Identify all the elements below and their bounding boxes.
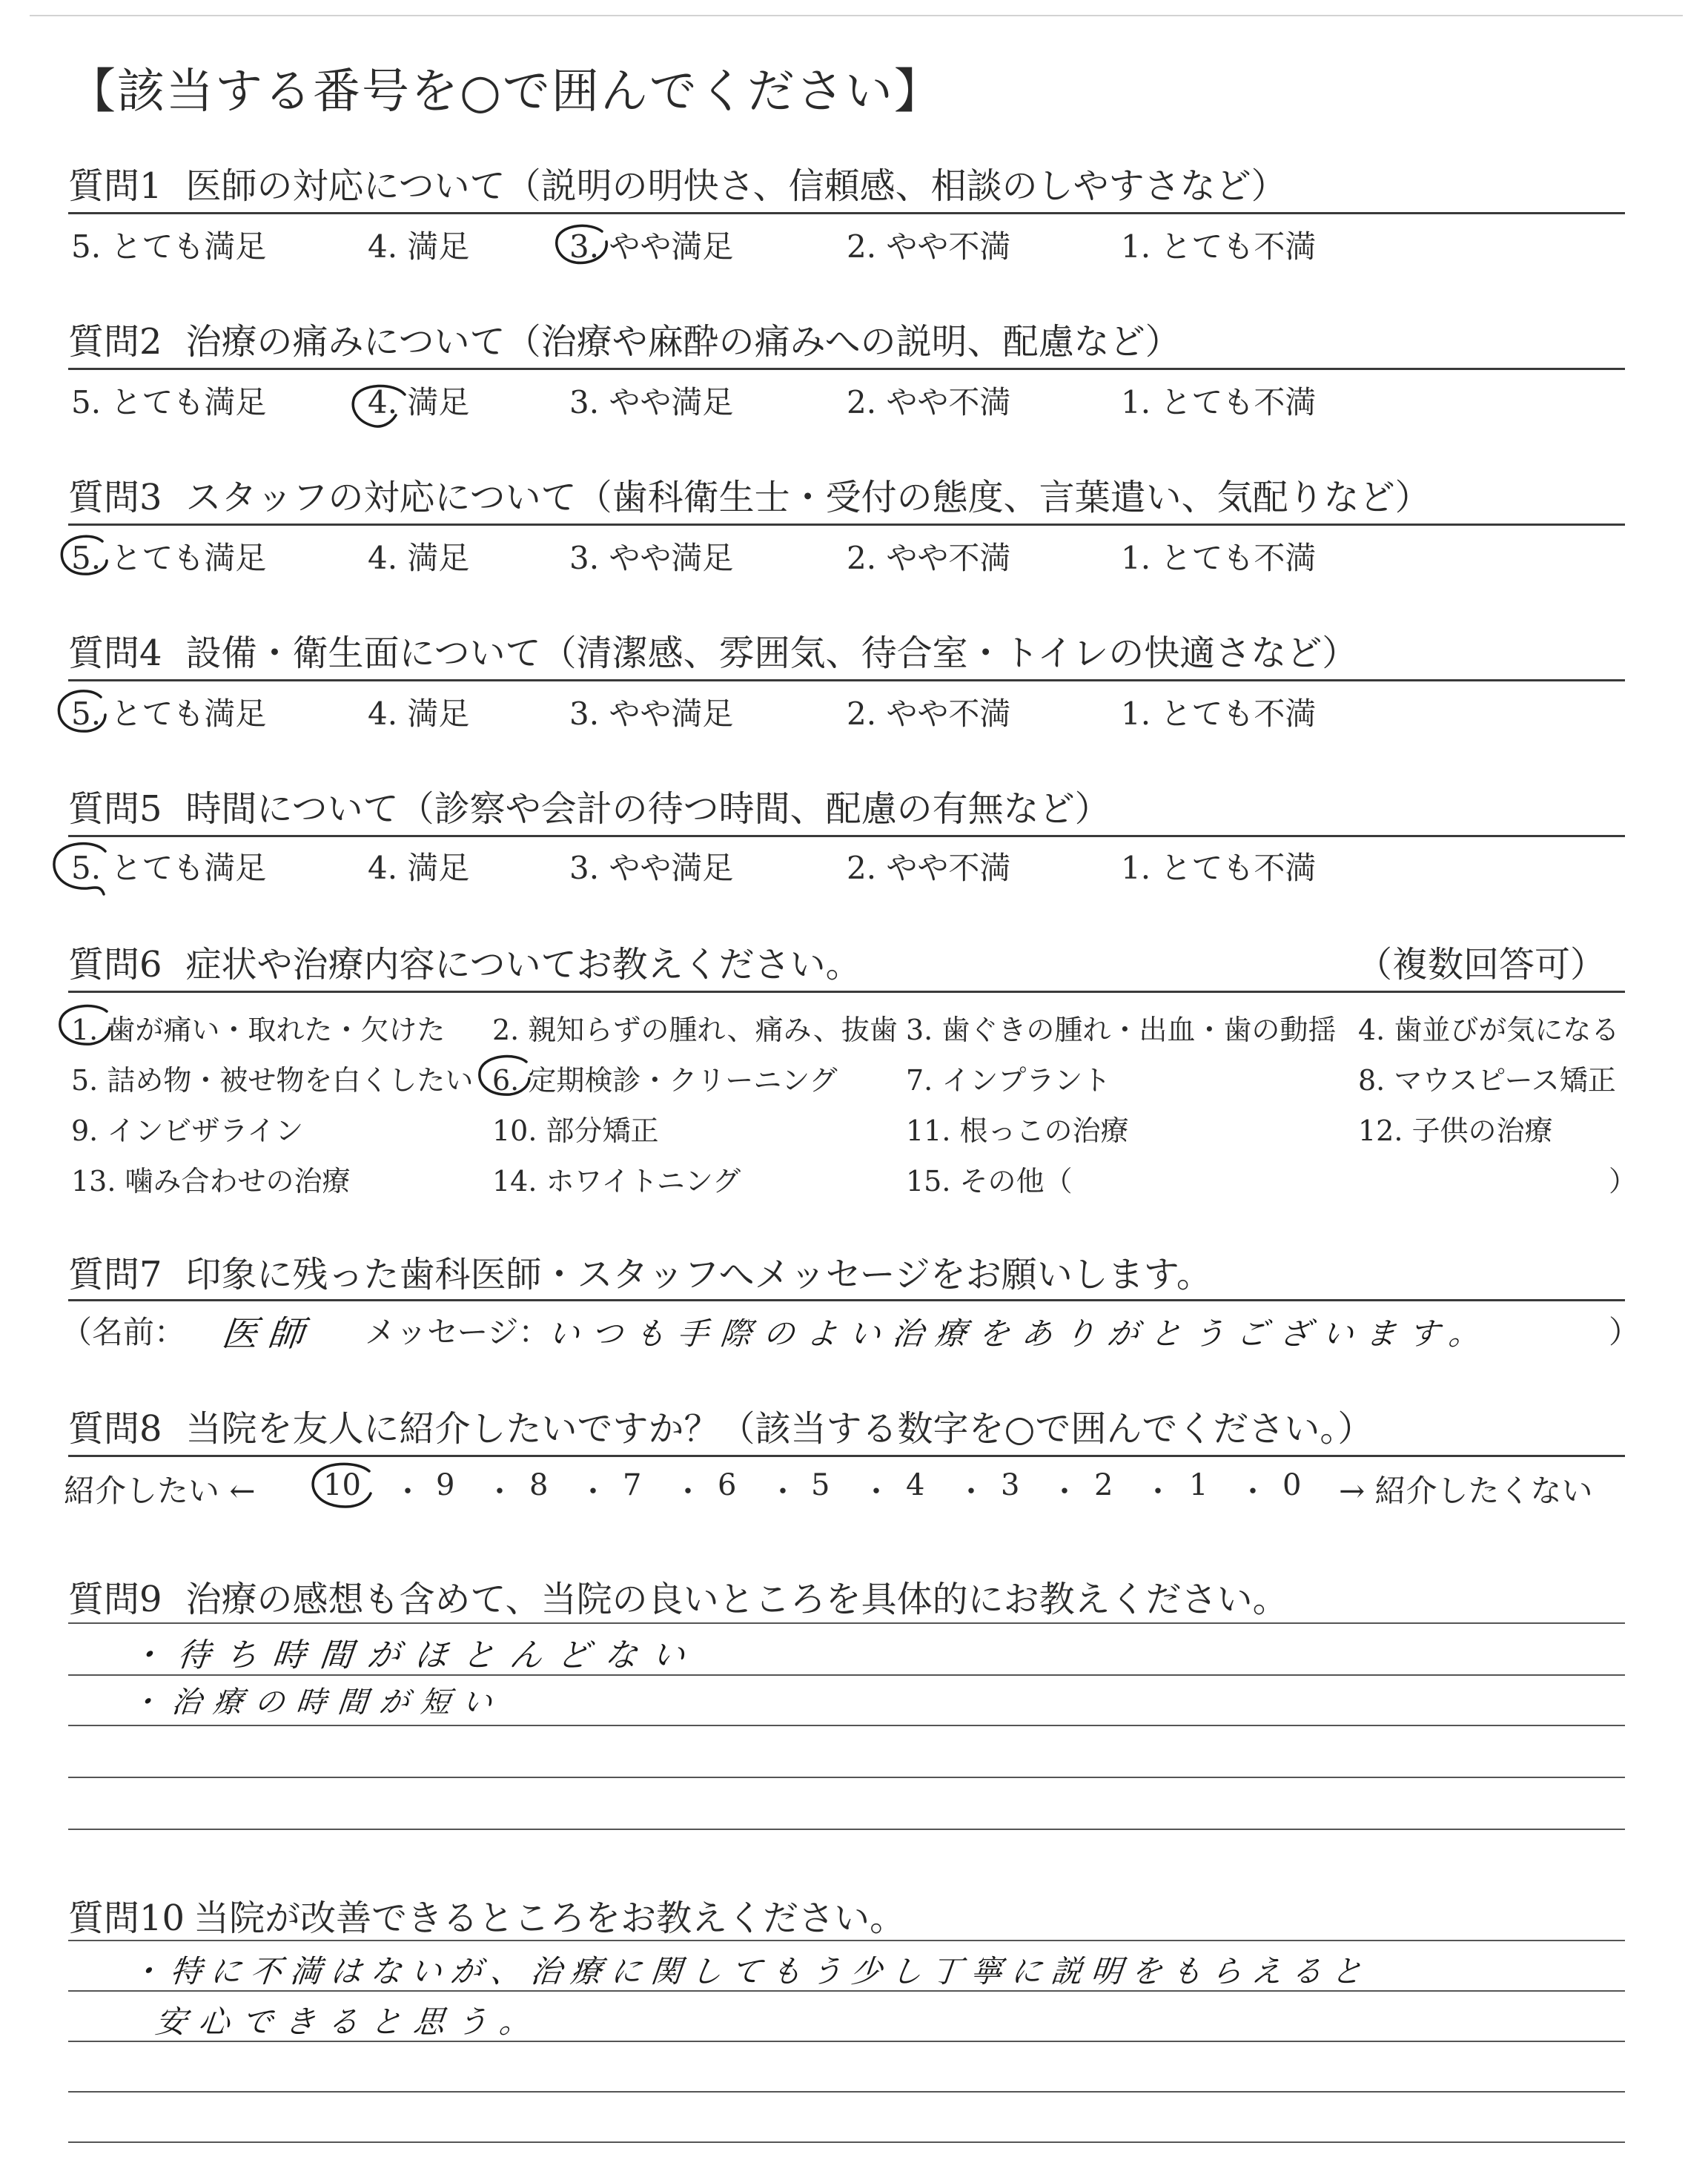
- selection-circle-icon: [49, 838, 123, 905]
- message-close-paren: ）: [1609, 1314, 1641, 1350]
- question-heading: [68, 157, 1287, 208]
- question-number: 質問4: [68, 633, 162, 674]
- selection-circle-icon: [550, 219, 617, 271]
- scale-6[interactable]: 6: [718, 1468, 737, 1502]
- scale-5[interactable]: 5: [811, 1468, 830, 1502]
- good-point-line-1[interactable]: ・待ち時間がほとんどない: [128, 1636, 702, 1674]
- option-1[interactable]: 1. とても不満: [1121, 540, 1317, 576]
- question-heading: [68, 1400, 1373, 1451]
- option-5[interactable]: 5. とても満足: [71, 384, 267, 420]
- symptom-option-13[interactable]: 13. 噛み合わせの治療: [71, 1165, 351, 1198]
- page-title: 【該当する番号を○で囲んでください】: [68, 65, 943, 119]
- question-text: 印象に残った歯科医師・スタッフへメッセージをお願いします。: [185, 1254, 1212, 1295]
- scale-1[interactable]: 1: [1189, 1468, 1208, 1502]
- improvement-line-2[interactable]: 安心できると思う。: [153, 2004, 545, 2040]
- scale-4[interactable]: 4: [906, 1468, 925, 1502]
- scale-separator: ・: [861, 1475, 891, 1509]
- option-2[interactable]: 2. やや不満: [847, 228, 1011, 265]
- symptom-option-11[interactable]: 11. 根っこの治療: [906, 1114, 1129, 1147]
- option-4[interactable]: 4. 満足: [368, 228, 470, 265]
- question-heading: [68, 313, 1181, 364]
- answer-rule: [68, 212, 1625, 214]
- scale-separator: ・: [1050, 1475, 1079, 1509]
- selection-circle-icon: [305, 1458, 387, 1520]
- selection-circle-icon: [474, 1051, 541, 1103]
- multiple-answers-note: （複数回答可）: [1357, 944, 1606, 985]
- question-heading: [68, 936, 861, 987]
- question-heading: [68, 469, 1431, 520]
- message-label: メッセージ：: [365, 1314, 550, 1350]
- message-value[interactable]: いつも手際のよい治療をありがとうございます。: [546, 1315, 1494, 1352]
- scale-2[interactable]: 2: [1094, 1468, 1113, 1502]
- option-3[interactable]: 3. やや満足: [569, 696, 734, 732]
- symptom-option-6[interactable]: 6. 定期検診・クリーニング: [492, 1064, 838, 1097]
- option-3[interactable]: 3. やや満足: [569, 384, 734, 420]
- writing-line: [68, 1622, 1625, 1624]
- question-text: 当院が改善できるところをお教えください。: [193, 1898, 906, 1939]
- question-number: 質問10: [68, 1898, 185, 1939]
- symptom-option-5[interactable]: 5. 詰め物・被せ物を白くしたい: [71, 1064, 474, 1097]
- writing-line: [68, 1940, 1625, 1941]
- symptom-option-12[interactable]: 12. 子供の治療: [1358, 1114, 1553, 1147]
- scale-separator: ・: [578, 1475, 608, 1509]
- question-number: 質問2: [68, 321, 162, 363]
- symptom-option-1[interactable]: 1. 歯が痛い・取れた・欠けた: [71, 1014, 446, 1046]
- question-text: 設備・衛生面について（清潔感、雰囲気、待合室・トイレの快適さなど）: [185, 633, 1358, 674]
- question-heading: [68, 1571, 1288, 1622]
- improvement-line-1[interactable]: ・特に不満はないが、治療に関してもう少し丁寧に説明をもらえると: [128, 1953, 1374, 1989]
- answer-rule: [68, 679, 1625, 681]
- question-text: 当院を友人に紹介したいですか？（該当する数字を○で囲んでください。）: [185, 1408, 1374, 1450]
- symptom-option-2[interactable]: 2. 親知らずの腫れ、痛み、抜歯: [492, 1014, 898, 1046]
- option-2[interactable]: 2. やや不満: [847, 384, 1011, 420]
- question-text: 時間について（診察や会計の待つ時間、配慮の有無など）: [185, 788, 1110, 830]
- option-4[interactable]: 4. 満足: [368, 850, 470, 886]
- question-number: 質問9: [68, 1579, 162, 1620]
- scale-separator: ・: [393, 1475, 423, 1509]
- option-1[interactable]: 1. とても不満: [1121, 384, 1317, 420]
- symptom-option-4[interactable]: 4. 歯並びが気になる: [1358, 1014, 1620, 1046]
- question-text: 治療の痛みについて（治療や麻酔の痛みへの説明、配慮など）: [185, 321, 1181, 363]
- option-4[interactable]: 4. 満足: [368, 540, 470, 576]
- option-4[interactable]: 4. 満足: [368, 696, 470, 732]
- symptom-option-3[interactable]: 3. 歯ぐきの腫れ・出血・歯の動揺: [906, 1014, 1337, 1046]
- question-text: スタッフの対応について（歯科衛生士・受付の態度、言葉遣い、気配りなど）: [185, 477, 1431, 518]
- symptom-option-9[interactable]: 9. インビザライン: [71, 1114, 304, 1147]
- scale-separator: ・: [485, 1475, 514, 1509]
- symptom-option-7[interactable]: 7. インプラント: [906, 1064, 1111, 1097]
- scale-separator: ・: [673, 1475, 703, 1509]
- writing-line: [68, 2091, 1625, 2093]
- option-4[interactable]: 4. 満足: [368, 384, 470, 420]
- question-text: 治療の感想も含めて、当院の良いところを具体的にお教えください。: [185, 1579, 1288, 1620]
- selection-circle-icon: [345, 378, 420, 437]
- option-2[interactable]: 2. やや不満: [847, 540, 1011, 576]
- question-heading: [68, 780, 1110, 831]
- option-3[interactable]: 3. やや満足: [569, 540, 734, 576]
- recommend-right-label: → 紹介したくない: [1339, 1473, 1593, 1509]
- scale-separator: ・: [1143, 1475, 1173, 1509]
- option-3[interactable]: 3. やや満足: [569, 228, 734, 265]
- scale-9[interactable]: 9: [436, 1468, 455, 1502]
- question-text: 症状や治療内容についてお教えください。: [185, 944, 861, 985]
- scale-separator: ・: [768, 1475, 798, 1509]
- symptom-option-15[interactable]: 15. その他（: [906, 1165, 1073, 1198]
- scale-7[interactable]: 7: [623, 1468, 642, 1502]
- selection-circle-icon: [56, 531, 116, 583]
- question-number: 質問8: [68, 1408, 162, 1450]
- question-number: 質問6: [68, 944, 162, 985]
- question-heading: [68, 1889, 905, 1941]
- answer-rule: [68, 835, 1625, 837]
- answer-rule: [68, 991, 1625, 993]
- question-heading: [68, 1246, 1212, 1297]
- question-number: 質問3: [68, 477, 162, 518]
- question-heading: [68, 624, 1357, 676]
- scale-0[interactable]: 0: [1282, 1468, 1302, 1502]
- question-text: 医師の対応について（説明の明快さ、信頼感、相談のしやすさなど）: [185, 165, 1287, 207]
- option-5[interactable]: 5. とても満足: [71, 696, 267, 732]
- good-point-line-2[interactable]: ・治療の時間が短い: [128, 1685, 506, 1720]
- question-number: 質問7: [68, 1254, 162, 1295]
- answer-rule: [68, 524, 1625, 526]
- scale-3[interactable]: 3: [1001, 1468, 1020, 1502]
- answer-rule: [68, 1455, 1625, 1457]
- option-5[interactable]: 5. とても満足: [71, 850, 267, 886]
- recommend-left-label: 紹介したい ←: [64, 1473, 256, 1509]
- option-5[interactable]: 5. とても満足: [71, 540, 267, 576]
- selection-circle-icon: [55, 1001, 122, 1053]
- writing-line: [68, 1829, 1625, 1830]
- scale-10[interactable]: 10: [323, 1468, 361, 1502]
- writing-line: [68, 1777, 1625, 1778]
- option-1[interactable]: 1. とても不満: [1121, 228, 1317, 265]
- option-1[interactable]: 1. とても不満: [1121, 696, 1317, 732]
- option-1[interactable]: 1. とても不満: [1121, 850, 1317, 886]
- writing-line: [68, 1725, 1625, 1726]
- scale-separator: ・: [1238, 1475, 1268, 1509]
- option-2[interactable]: 2. やや不満: [847, 696, 1011, 732]
- writing-line: [68, 2141, 1625, 2143]
- answer-rule: [68, 368, 1625, 370]
- other-close-paren: ）: [1609, 1165, 1638, 1198]
- question-number: 質問5: [68, 788, 162, 830]
- symptom-option-8[interactable]: 8. マウスピース矯正: [1358, 1064, 1616, 1097]
- answer-rule: [68, 1299, 1625, 1301]
- selection-circle-icon: [53, 685, 116, 742]
- scale-8[interactable]: 8: [529, 1468, 549, 1502]
- question-number: 質問1: [68, 165, 162, 207]
- symptom-option-14[interactable]: 14. ホワイトニング: [492, 1165, 741, 1198]
- option-3[interactable]: 3. やや満足: [569, 850, 734, 886]
- option-5[interactable]: 5. とても満足: [71, 228, 267, 265]
- name-label: （名前：: [61, 1314, 186, 1350]
- scan-top-edge: [30, 15, 1683, 16]
- symptom-option-10[interactable]: 10. 部分矯正: [492, 1114, 659, 1147]
- scale-separator: ・: [956, 1475, 986, 1509]
- option-2[interactable]: 2. やや不満: [847, 850, 1011, 886]
- name-value[interactable]: 医師: [219, 1313, 317, 1355]
